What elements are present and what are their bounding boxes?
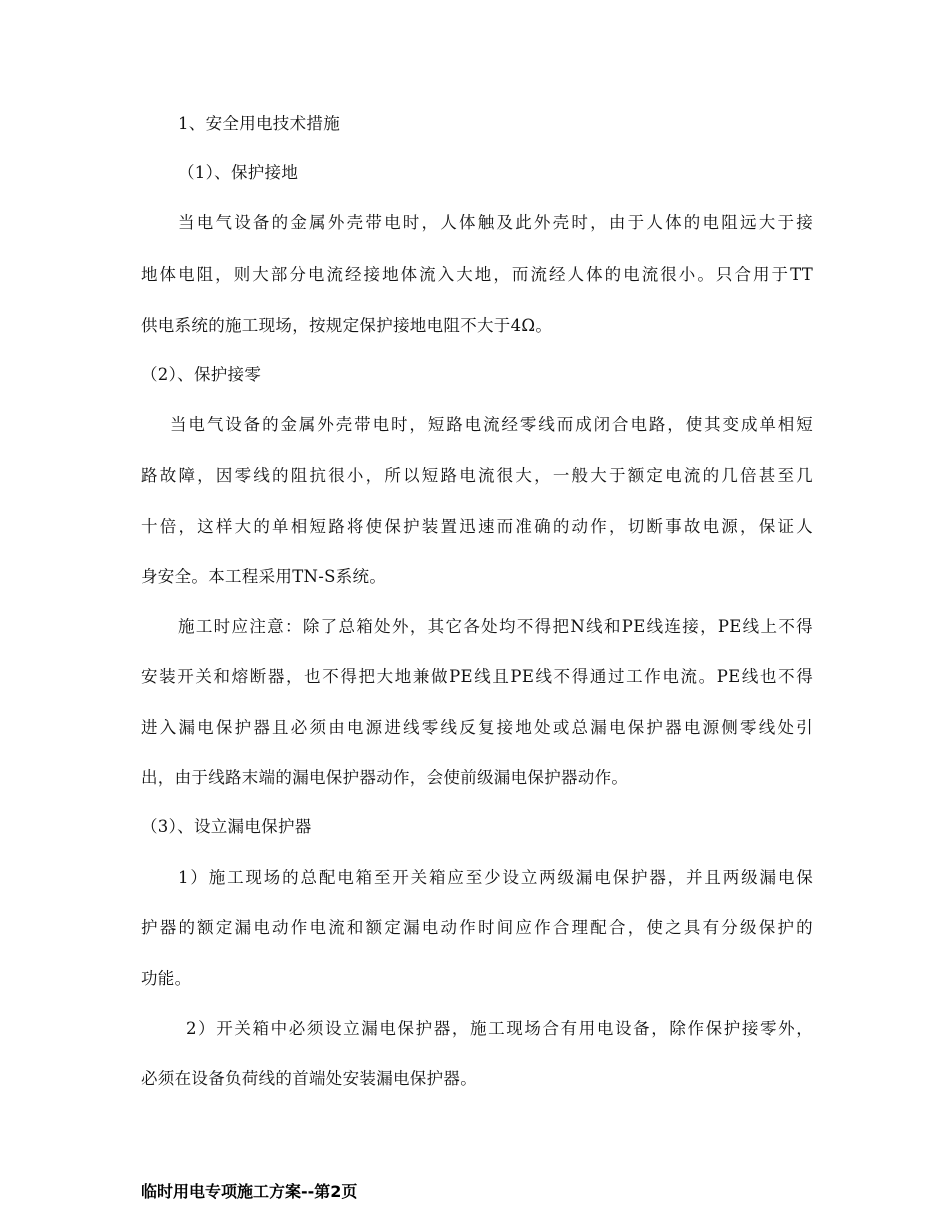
paragraph-line: 十倍，这样大的单相短路将使保护装置迅速而准确的动作，切断事故电源，保证人 [141, 517, 813, 536]
paragraph-line: 安装开关和熔断器，也不得把大地兼做PE线且PE线不得通过工作电流。PE线也不得 [141, 667, 813, 686]
paragraph-line: 1）施工现场的总配电箱至开关箱应至少设立两级漏电保护器，并且两级漏电保 [178, 868, 813, 887]
paragraph-line: 出，由于线路末端的漏电保护器动作，会使前级漏电保护器动作。 [141, 768, 629, 787]
paragraph-line: 护器的额定漏电动作电流和额定漏电动作时间应作合理配合，使之具有分级保护的 [141, 918, 813, 937]
paragraph-line: 施工时应注意：除了总箱处外，其它各处均不得把N线和PE线连接，PE线上不得 [178, 617, 813, 636]
paragraph-line: 进入漏电保护器且必须由电源进线零线反复接地处或总漏电保护器电源侧零线处引 [141, 718, 813, 737]
paragraph-line: 当电气设备的金属外壳带电时，短路电流经零线而成闭合电路，使其变成单相短 [170, 415, 813, 434]
paragraph-line: 2）开关箱中必须设立漏电保护器，施工现场合有用电设备，除作保护接零外， [186, 1019, 813, 1038]
paragraph-line: 功能。 [141, 969, 192, 988]
subheading-leakage-protector: （3）、设立漏电保护器 [141, 817, 312, 836]
paragraph-line: 必须在设备负荷线的首端处安装漏电保护器。 [141, 1069, 477, 1088]
subheading-protective-neutral: （2）、保护接零 [141, 365, 262, 384]
subheading-protective-grounding: （1）、保护接地 [178, 163, 299, 182]
page-footer: 临时用电专项施工方案--第2页 [141, 1182, 358, 1201]
section-heading-safety-measures: 1、安全用电技术措施 [178, 114, 340, 133]
paragraph-line: 地体电阻，则大部分电流经接地体流入大地，而流经人体的电流很小。只合用于TT [141, 265, 813, 284]
paragraph-line: 身安全。本工程采用TN-S系统。 [141, 567, 387, 586]
paragraph-line: 当电气设备的金属外壳带电时，人体触及此外壳时，由于人体的电阻远大于接 [178, 213, 813, 232]
paragraph-line: 路故障，因零线的阻抗很小，所以短路电流很大，一般大于额定电流的几倍甚至几 [141, 466, 813, 485]
paragraph-line: 供电系统的施工现场，按规定保护接地电阻不大于4Ω。 [141, 316, 553, 335]
